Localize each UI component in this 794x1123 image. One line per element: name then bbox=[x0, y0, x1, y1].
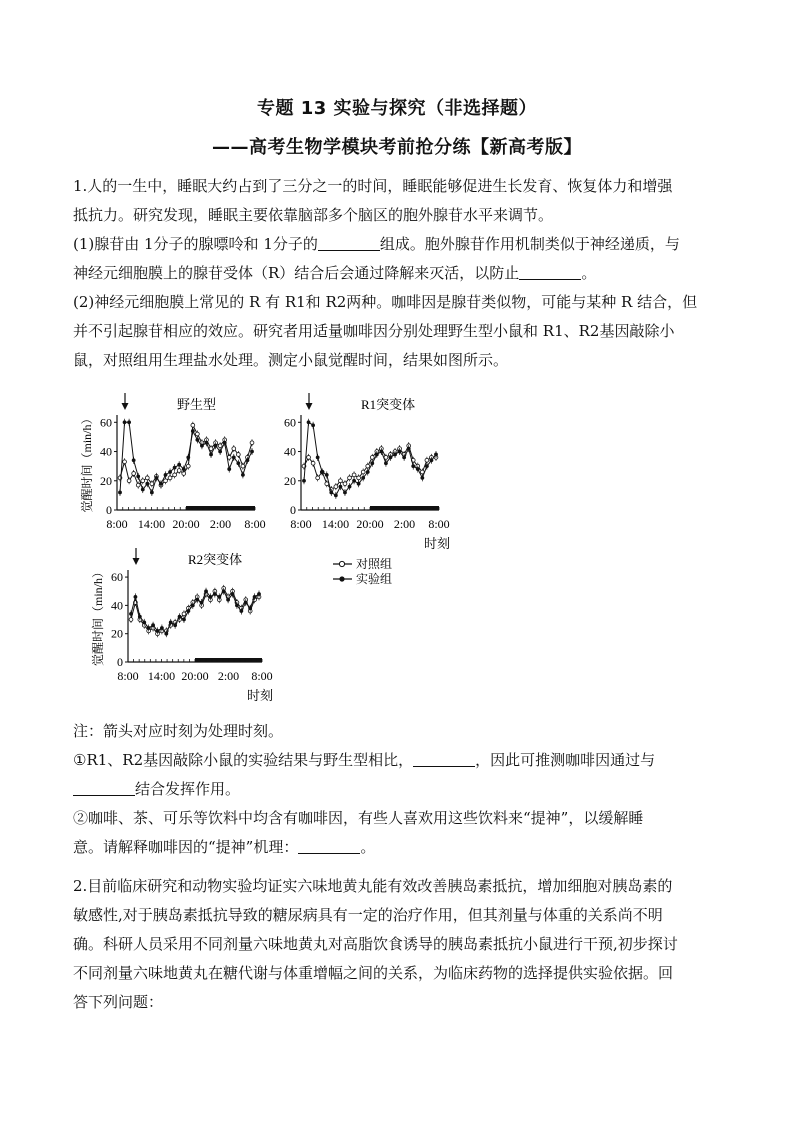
data-point bbox=[393, 453, 397, 457]
data-point bbox=[150, 491, 154, 495]
data-point bbox=[366, 464, 370, 468]
data-point bbox=[156, 629, 160, 633]
series-line bbox=[304, 422, 436, 495]
q2-line1: 2.目前临床研究和动物实验均证实六味地黄丸能有效改善胰岛素抵抗，增加细胞对胰岛素的 bbox=[73, 877, 673, 895]
data-point bbox=[334, 485, 338, 489]
data-point bbox=[241, 464, 245, 468]
x-axis-label: 时刻 bbox=[246, 688, 274, 703]
x-tick-label: 14:00 bbox=[137, 517, 166, 531]
q2-line3: 确。科研人员采用不同剂量六味地黄丸对高脂饮食诱导的胰岛素抵抗小鼠进行干预,初步探讨 bbox=[73, 935, 678, 953]
data-point bbox=[311, 423, 315, 427]
data-point bbox=[200, 444, 204, 448]
y-tick-label: 0 bbox=[106, 503, 112, 517]
data-point bbox=[307, 455, 311, 459]
q1-sub2-text-a: 意。请解释咖啡因的“提神”机理： bbox=[73, 838, 299, 856]
q1-intro-line2: 抵抗力。研究发现，睡眠主要依靠脑部多个脑区的胞外腺苷水平来调节。 bbox=[73, 206, 554, 224]
data-point bbox=[357, 476, 361, 480]
x-tick-label: 2:00 bbox=[217, 669, 240, 683]
y-tick-label: 20 bbox=[100, 473, 112, 488]
y-tick-label: 40 bbox=[284, 444, 296, 459]
q1-sub2-line1: ②咖啡、茶、可乐等饮料中均含有咖啡因，有些人喜欢用这些饮料来“提神”，以缓解睡 bbox=[73, 809, 644, 827]
data-point bbox=[420, 476, 424, 480]
data-point bbox=[329, 491, 333, 495]
data-point bbox=[200, 601, 204, 605]
q1-sub1-text-c: 结合发挥作用。 bbox=[135, 780, 241, 798]
data-point bbox=[164, 473, 168, 477]
data-point bbox=[159, 482, 163, 486]
data-point bbox=[132, 458, 136, 462]
treatment-arrow-head bbox=[306, 403, 313, 410]
treatment-arrow-head bbox=[122, 403, 129, 410]
data-point bbox=[127, 420, 131, 424]
data-point bbox=[339, 485, 343, 489]
treatment-arrow-head bbox=[133, 558, 140, 565]
data-point bbox=[191, 603, 195, 607]
data-point bbox=[173, 466, 177, 470]
data-point bbox=[370, 461, 374, 465]
q2-line5: 答下列问题： bbox=[73, 993, 164, 1011]
data-point bbox=[352, 473, 356, 477]
data-point bbox=[182, 618, 186, 622]
chart-wild-type bbox=[79, 393, 266, 531]
chart-title: R2突变体 bbox=[188, 552, 243, 567]
chart-r2-mutant bbox=[90, 548, 273, 703]
y-tick-label: 0 bbox=[117, 655, 123, 669]
data-point bbox=[384, 461, 388, 465]
q1-sub2-line2 bbox=[73, 833, 723, 862]
data-point bbox=[182, 612, 186, 616]
data-point bbox=[129, 618, 133, 622]
chart-title: R1突变体 bbox=[361, 397, 416, 412]
x-tick-label: 14:00 bbox=[147, 669, 176, 683]
data-point bbox=[168, 476, 172, 480]
data-point bbox=[334, 493, 338, 497]
y-tick-label: 20 bbox=[111, 626, 123, 641]
x-tick-label: 2:00 bbox=[209, 517, 232, 531]
data-point bbox=[343, 482, 347, 486]
data-point bbox=[325, 482, 329, 486]
data-point bbox=[182, 467, 186, 471]
data-point bbox=[129, 612, 133, 616]
data-point bbox=[173, 623, 177, 627]
data-point bbox=[244, 601, 248, 605]
data-point bbox=[325, 473, 329, 477]
document-title: 专题 13 实验与探究（非选择题） bbox=[256, 98, 538, 119]
data-point bbox=[316, 455, 320, 459]
data-point bbox=[226, 598, 230, 602]
data-point bbox=[177, 463, 181, 467]
data-point bbox=[217, 595, 221, 599]
data-point bbox=[352, 479, 356, 483]
data-point bbox=[236, 453, 240, 457]
y-axis-label: 觉醒时间（min/h） bbox=[91, 565, 105, 667]
data-point bbox=[231, 592, 235, 596]
data-point bbox=[320, 470, 324, 474]
data-point bbox=[348, 485, 352, 489]
data-point bbox=[136, 483, 140, 487]
chart-title: 野生型 bbox=[177, 397, 217, 412]
q1-part2-line1: (2)神经元细胞膜上常见的 R 有 R1和 R2两种。咖啡因是腺苷类似物，可能与某种 R 结合，但 bbox=[73, 293, 698, 311]
q2-line4: 不同剂量六味地黄丸在糖代谢与体重增幅之间的关系，为临床药物的选择提供实验依据。回 bbox=[73, 964, 674, 982]
data-point bbox=[136, 474, 140, 478]
q1-sub1-text-b: ，因此可推测咖啡因通过与 bbox=[475, 751, 656, 769]
legend-experiment-label: 实验组 bbox=[356, 572, 393, 586]
data-point bbox=[411, 464, 415, 468]
data-point bbox=[250, 450, 254, 454]
y-tick-label: 0 bbox=[290, 503, 296, 517]
q2-text bbox=[73, 872, 723, 1017]
q1-part2-line2: 并不引起腺苷相应的效应。研究者用适量咖啡因分别处理野生型小鼠和 R1、R2基因敲除小 bbox=[73, 322, 675, 340]
data-point bbox=[118, 491, 122, 495]
data-point bbox=[366, 470, 370, 474]
y-tick-label: 60 bbox=[100, 415, 112, 430]
data-point bbox=[150, 482, 154, 486]
document-subtitle: ——高考生物学模块考前抢分练【新高考版】 bbox=[212, 137, 582, 158]
data-point bbox=[209, 453, 213, 457]
q1-part1-text-b: 组成。胞外腺苷作用机制类似于神经递质，与 bbox=[379, 235, 680, 253]
x-tick-label: 8:00 bbox=[106, 517, 128, 531]
data-point bbox=[164, 479, 168, 483]
data-point bbox=[248, 606, 252, 610]
x-tick-label: 8:00 bbox=[290, 517, 312, 531]
data-point bbox=[236, 461, 240, 465]
data-point bbox=[205, 441, 209, 445]
data-point bbox=[186, 609, 190, 613]
data-point bbox=[145, 476, 149, 480]
data-point bbox=[302, 479, 306, 483]
y-tick-label: 40 bbox=[100, 444, 112, 459]
data-point bbox=[191, 429, 195, 433]
data-point bbox=[257, 592, 261, 596]
data-point bbox=[430, 458, 434, 462]
data-point bbox=[357, 482, 361, 486]
x-axis-label: 时刻 bbox=[423, 536, 451, 551]
data-point bbox=[239, 609, 243, 613]
chart-legend bbox=[333, 556, 392, 586]
q1-part2-line3: 鼠，对照组用生理盐水处理。测定小鼠觉醒时间，结果如图所示。 bbox=[73, 351, 509, 369]
x-tick-label: 2:00 bbox=[393, 517, 416, 531]
data-point bbox=[186, 464, 190, 468]
y-axis-label: 觉醒时间（min/h） bbox=[80, 412, 94, 513]
q1-sub1-line1 bbox=[73, 746, 723, 775]
q1-sub2-text-b: 。 bbox=[360, 838, 376, 856]
data-point bbox=[132, 472, 136, 476]
answer-blank[interactable] bbox=[73, 781, 135, 796]
data-point bbox=[142, 620, 146, 624]
data-point bbox=[227, 467, 231, 471]
data-point bbox=[343, 491, 347, 495]
q1-sub1-text-a: ①R1、R2基因敲除小鼠的实验结果与野生型相比， bbox=[73, 751, 414, 769]
data-point bbox=[222, 589, 226, 593]
q2-line2: 敏感性,对于胰岛素抵抗导致的糖尿病具有一定的治疗作用，但其剂量与体重的关系尚不明 bbox=[73, 906, 663, 924]
data-point bbox=[123, 420, 127, 424]
data-point bbox=[416, 467, 420, 471]
data-point bbox=[311, 461, 315, 465]
data-point bbox=[151, 623, 155, 627]
data-point bbox=[379, 450, 383, 454]
data-point bbox=[389, 455, 393, 459]
data-point bbox=[141, 488, 145, 492]
data-point bbox=[138, 615, 142, 619]
data-point bbox=[186, 455, 190, 459]
y-tick-label: 40 bbox=[111, 598, 123, 613]
data-point bbox=[195, 438, 199, 442]
data-point bbox=[195, 432, 199, 436]
x-tick-label: 8:00 bbox=[244, 517, 266, 531]
data-point bbox=[339, 479, 343, 483]
data-point bbox=[145, 482, 149, 486]
data-point bbox=[134, 595, 138, 599]
q1-intro-line1: 1.人的一生中，睡眠大约占到了三分之一的时间，睡眠能够促进生长发育、恢复体力和增强 bbox=[73, 177, 673, 195]
x-tick-label: 8:00 bbox=[428, 517, 450, 531]
data-point bbox=[123, 460, 127, 464]
data-point bbox=[178, 615, 182, 619]
x-tick-label: 20:00 bbox=[172, 517, 200, 531]
data-point bbox=[177, 469, 181, 473]
data-point bbox=[218, 444, 222, 448]
answer-blank[interactable] bbox=[413, 752, 475, 767]
data-point bbox=[307, 420, 311, 424]
data-point bbox=[348, 476, 352, 480]
x-tick-label: 14:00 bbox=[321, 517, 350, 531]
legend-experiment-marker bbox=[339, 576, 344, 581]
data-point bbox=[155, 476, 159, 480]
data-point bbox=[370, 455, 374, 459]
data-point bbox=[160, 626, 164, 630]
q1-after-chart bbox=[73, 717, 723, 862]
q1-sub1-line2 bbox=[73, 775, 723, 804]
data-point bbox=[127, 479, 131, 483]
data-point bbox=[361, 470, 365, 474]
q1-part1-text-a: (1)腺苷由 1分子的腺嘌呤和 1分子的 bbox=[73, 235, 318, 253]
chart-note: 注：箭头对应时刻为处理时刻。 bbox=[73, 722, 284, 740]
x-tick-label: 20:00 bbox=[181, 669, 209, 683]
data-point bbox=[195, 598, 199, 602]
legend-control-label: 对照组 bbox=[356, 557, 393, 571]
data-point bbox=[375, 453, 379, 457]
data-point bbox=[246, 458, 250, 462]
q1-part1-text-d: 。 bbox=[581, 264, 597, 282]
data-point bbox=[232, 455, 236, 459]
data-point bbox=[316, 476, 320, 480]
answer-blank[interactable] bbox=[298, 839, 360, 854]
data-point bbox=[169, 620, 173, 624]
data-point bbox=[213, 592, 217, 596]
data-point bbox=[425, 464, 429, 468]
data-point bbox=[218, 450, 222, 454]
data-point bbox=[361, 476, 365, 480]
data-point bbox=[223, 441, 227, 445]
data-point bbox=[141, 479, 145, 483]
y-tick-label: 20 bbox=[284, 473, 296, 488]
data-point bbox=[402, 455, 406, 459]
data-point bbox=[241, 473, 245, 477]
y-tick-label: 60 bbox=[284, 415, 296, 430]
data-point bbox=[407, 447, 411, 451]
x-tick-label: 8:00 bbox=[117, 669, 139, 683]
data-point bbox=[168, 470, 172, 474]
data-point bbox=[434, 453, 438, 457]
data-point bbox=[204, 589, 208, 593]
x-tick-label: 8:00 bbox=[251, 669, 273, 683]
q1-part1-text-c: 神经元细胞膜上的腺苷受体（R）结合后会通过降解来灭活，以防止 bbox=[73, 264, 520, 282]
data-point bbox=[425, 458, 429, 462]
data-point bbox=[147, 626, 151, 630]
data-point bbox=[209, 595, 213, 599]
data-point bbox=[164, 632, 168, 636]
data-point bbox=[232, 447, 236, 451]
legend-control-marker bbox=[339, 561, 344, 566]
data-point bbox=[214, 444, 218, 448]
data-point bbox=[250, 441, 254, 445]
data-point bbox=[191, 423, 195, 427]
data-point bbox=[235, 603, 239, 607]
y-tick-label: 60 bbox=[111, 570, 123, 585]
data-point bbox=[173, 473, 177, 477]
data-point bbox=[398, 450, 402, 454]
data-point bbox=[253, 595, 257, 599]
x-tick-label: 20:00 bbox=[356, 517, 384, 531]
chart-r1-mutant bbox=[284, 393, 450, 551]
